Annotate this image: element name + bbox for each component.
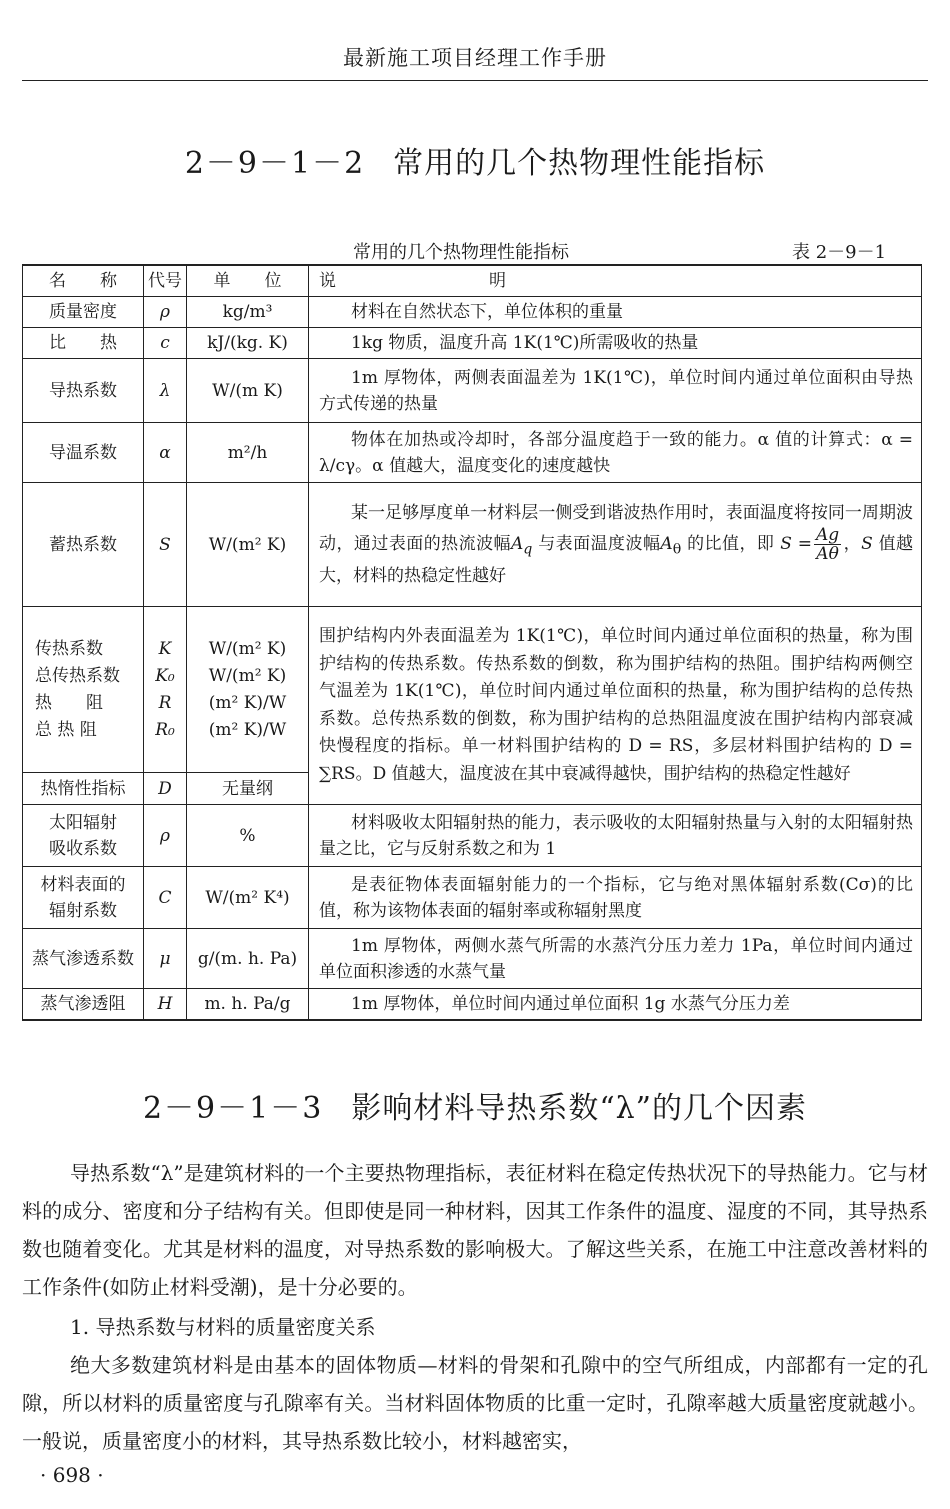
table-row	[23, 359, 922, 423]
row-unit: W/(m² K)	[187, 483, 309, 607]
formula-fraction: $\frac{Ag}{A\theta}$	[815, 525, 840, 564]
running-header: 最新施工项目经理工作手册	[343, 46, 607, 70]
table-row	[23, 989, 922, 1021]
row-description: 是表征物体表面辐射能力的一个指标，它与绝对黑体辐射系数(Cσ)的比值，称为该物体表面的辐射率或称辐射黑度	[309, 867, 922, 929]
row-symbol: μ	[144, 929, 187, 989]
row-unit: W/(m K)	[187, 359, 309, 423]
row-name: 质量密度	[23, 297, 144, 328]
row-description: 材料吸收太阳辐射热的能力，表示吸收的太阳辐射热量与入射的太阳辐射热量之比，它与反射系数之和为 1	[309, 805, 922, 867]
row-name: 蓄热系数	[23, 483, 144, 607]
table-row	[23, 805, 922, 867]
row-description: 1m 厚物体，两侧表面温差为 1K(1℃)，单位时间内通过单位面积由导热方式传递的热量	[309, 359, 922, 423]
table-row-group	[23, 607, 922, 773]
header-symbol: 代号	[144, 265, 187, 297]
table-row	[23, 423, 922, 483]
row-symbol: C	[144, 867, 187, 929]
row-unit: kg/m³	[187, 297, 309, 328]
row-symbol: H	[144, 989, 187, 1021]
row-unit: m. h. Pa/g	[187, 989, 309, 1021]
row-description: 围护结构内外表面温差为 1K(1℃)，单位时间内通过单位面积的热量，称为围护结构的传热系数。传热系数的倒数，称为围护结构的热阻。围护结构两侧空气温差为 1K(1℃)，单位时间内通过单位面积的热量，称为围护结构的总传热系数。总传热系数的倒数，称为围护结构的总热阻温度波在围护结构内部衰减快慢程度的指标。单一材料围护结构的 D = RS，多层材料围护结构的 D = ∑RS。D 值越大，温度波在其中衰减得越快，围护结构的热稳定性越好	[309, 607, 922, 805]
page-number: · 698 ·	[40, 1463, 104, 1487]
row-symbol: D	[144, 773, 187, 805]
row-name: 材料表面的 辐射系数	[23, 867, 144, 929]
section-title-2912	[0, 138, 950, 182]
row-name: 导热系数	[23, 359, 144, 423]
table-number: 表 2－9－1	[792, 242, 887, 263]
section-number: 2－9－1－3	[142, 1091, 324, 1126]
row-description: 物体在加热或冷却时，各部分温度趋于一致的能力。α 值的计算式：α = λ/cγ。α 值越大，温度变化的速度越快	[309, 423, 922, 483]
header-description: 说 明	[309, 265, 922, 297]
row-name: 导温系数	[23, 423, 144, 483]
header-unit: 单 位	[187, 265, 309, 297]
section-title-2913	[0, 1083, 950, 1127]
table-header-row	[23, 265, 922, 297]
subheading-1: 1. 导热系数与材料的质量密度关系	[70, 1315, 376, 1339]
group-symbols: K K₀ R R₀	[144, 607, 187, 773]
row-unit: W/(m² K⁴)	[187, 867, 309, 929]
properties-table	[22, 264, 922, 1021]
row-name: 蒸气渗透阻	[23, 989, 144, 1021]
row-unit: m²/h	[187, 423, 309, 483]
table-row	[23, 483, 922, 607]
row-unit: kJ/(kg. K)	[187, 328, 309, 359]
table-row	[23, 328, 922, 359]
row-description: 材料在自然状态下，单位体积的重量	[309, 297, 922, 328]
row-symbol: c	[144, 328, 187, 359]
header-rule	[22, 80, 928, 81]
group-units: W/(m² K) W/(m² K) (m² K)/W (m² K)/W	[187, 607, 309, 773]
row-name: 蒸气渗透系数	[23, 929, 144, 989]
row-description: 1kg 物质，温度升高 1K(1℃)所需吸收的热量	[309, 328, 922, 359]
section-title-text: 影响材料导热系数“λ”的几个因素	[351, 1091, 808, 1126]
section-title-text: 常用的几个热物理性能指标	[393, 146, 766, 181]
row-symbol: α	[144, 423, 187, 483]
row-name: 比 热	[23, 328, 144, 359]
table-row	[23, 297, 922, 328]
row-description: 1m 厚物体，两侧水蒸气所需的水蒸汽分压力差力 1Pa，单位时间内通过单位面积渗透的水蒸气量	[309, 929, 922, 989]
section-number: 2－9－1－2	[184, 146, 366, 181]
row-unit: %	[187, 805, 309, 867]
row-symbol: S	[144, 483, 187, 607]
paragraph-1: 导热系数“λ”是建筑材料的一个主要热物理指标，表征材料在稳定传热状况下的导热能力。它与材料的成分、密度和分子结构有关。但即使是同一种材料，因其工作条件的温度、湿度的不同，其导热系数也随着变化。尤其是材料的温度，对导热系数的影响极大。了解这些关系，在施工中注意改善材料的工作条件(如防止材料受潮)，是十分必要的。	[22, 1161, 928, 1299]
row-description: 1m 厚物体，单位时间内通过单位面积 1g 水蒸气分压力差	[309, 989, 922, 1021]
row-description: 某一足够厚度单一材料层一侧受到谐波热作用时，表面温度将按同一周期波动，通过表面的热流波幅$A_q$ 与表面温度波幅$A_\theta$ 的比值，即 S = $\frac{Ag}{A\theta}$ ，S 值越大，材料的热稳定性越好	[309, 483, 922, 607]
group-names: 传热系数 总传热系数 热 阻 总 热 阻	[23, 607, 144, 773]
header-name: 名 称	[23, 265, 144, 297]
row-name: 热惰性指标	[23, 773, 144, 805]
row-symbol: ρ	[144, 805, 187, 867]
row-unit: 无量纲	[187, 773, 309, 805]
table-caption: 常用的几个热物理性能指标	[353, 242, 569, 263]
row-symbol: λ	[144, 359, 187, 423]
row-symbol: ρ	[144, 297, 187, 328]
paragraph-2: 绝大多数建筑材料是由基本的固体物质—材料的骨架和孔隙中的空气所组成，内部都有一定的孔隙，所以材料的质量密度与孔隙率有关。当材料固体物质的比重一定时，孔隙率越大质量密度就越小。一般说，质量密度小的材料，其导热系数比较小，材料越密实，	[22, 1353, 928, 1453]
table-row	[23, 867, 922, 929]
row-unit: g/(m. h. Pa)	[187, 929, 309, 989]
row-name: 太阳辐射 吸收系数	[23, 805, 144, 867]
table-row	[23, 929, 922, 989]
